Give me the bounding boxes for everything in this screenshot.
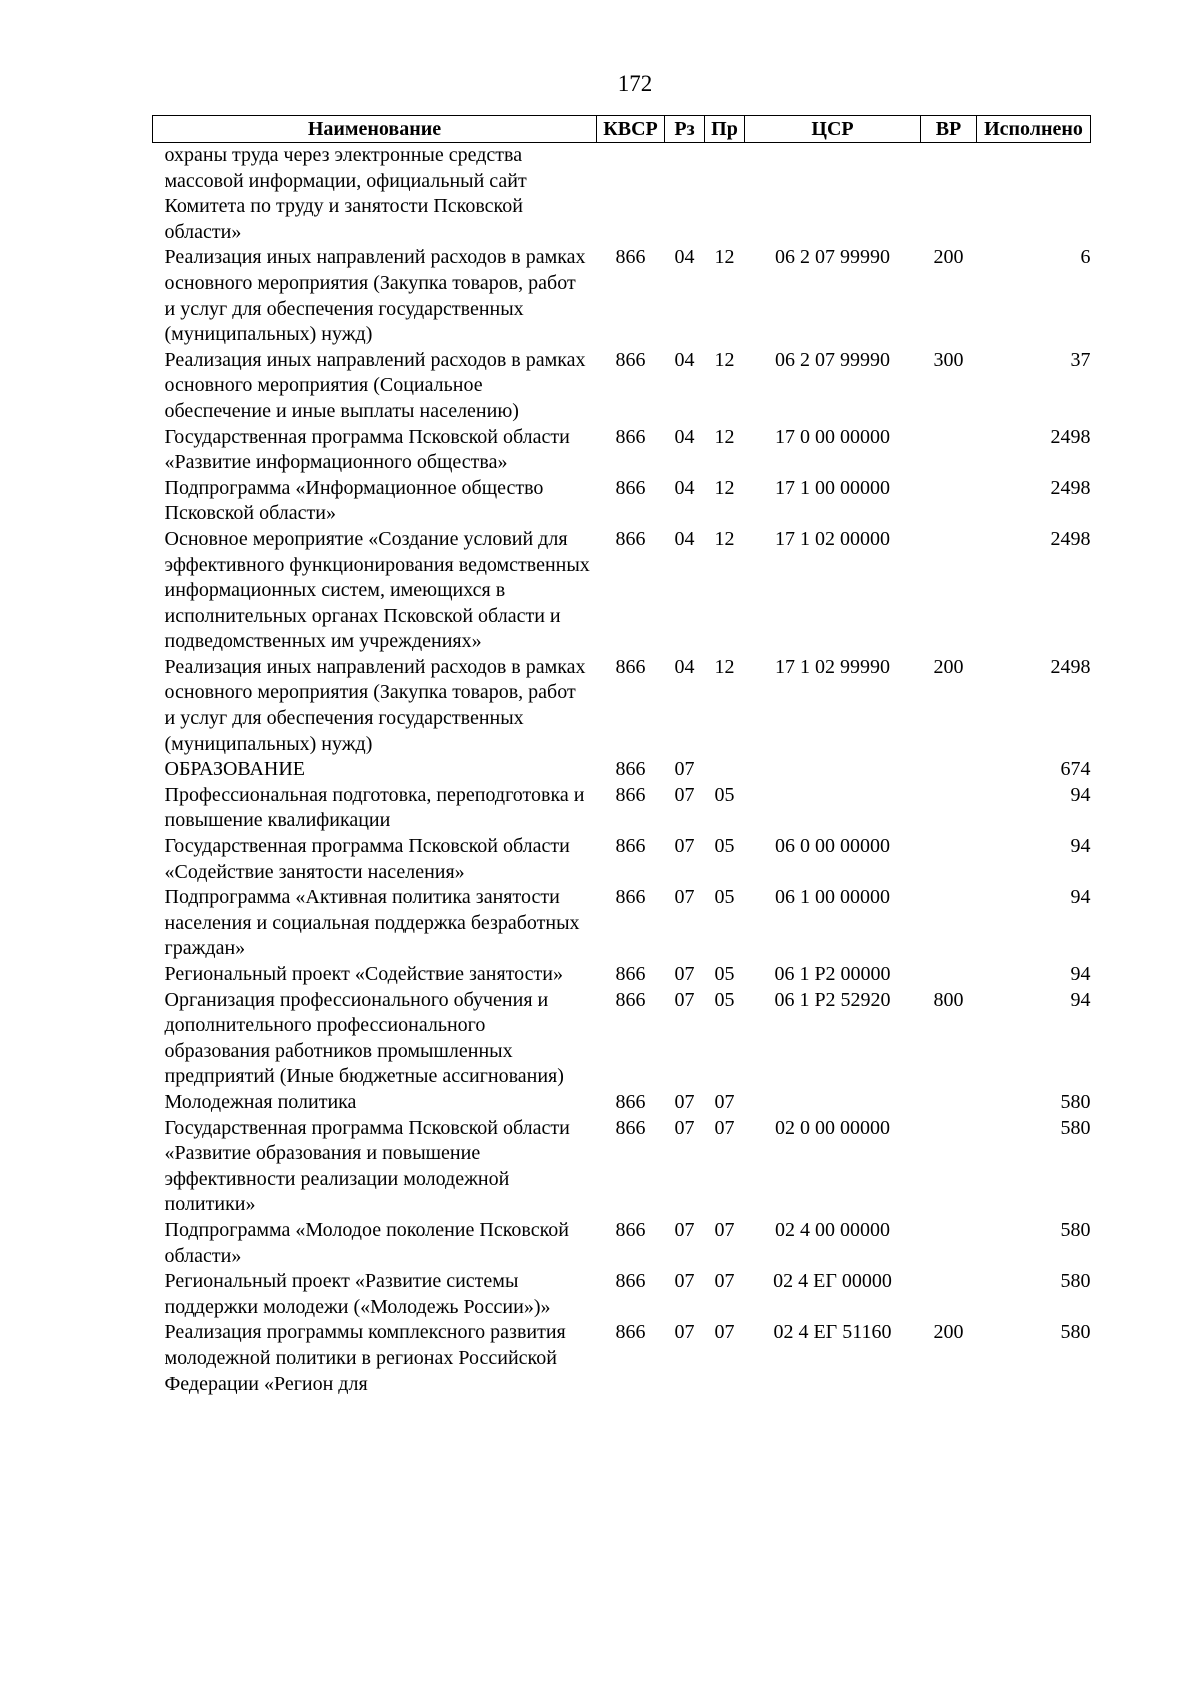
- cell-kvsr: 866: [615, 348, 646, 371]
- cell-sum: 94: [1070, 963, 1091, 985]
- cell-pr: 12: [714, 527, 735, 550]
- cell-vr: [921, 1269, 977, 1320]
- cell-kvsr: 866: [615, 886, 646, 909]
- table-row: [153, 885, 1091, 962]
- cell-rz: 07: [674, 835, 695, 858]
- cell-rz: 04: [674, 246, 695, 269]
- cell-kvsr: 866: [615, 758, 646, 781]
- cell-kvsr: 866: [615, 835, 646, 858]
- cell-sum: 580: [1060, 1090, 1091, 1113]
- cell-sum: 94: [1070, 988, 1091, 1011]
- cell-name: Профессиональная подготовка, переподготовка и повышение квалификации: [164, 783, 585, 832]
- cell-rz: [665, 143, 705, 246]
- cell-sum: 580: [1060, 1116, 1091, 1139]
- cell-vr: [921, 962, 977, 988]
- cell-sum: 94: [1070, 783, 1091, 806]
- table-row: [153, 1320, 1091, 1397]
- cell-vr: [921, 1090, 977, 1116]
- cell-csr: 02 4 ЕГ 00000: [773, 1270, 892, 1293]
- header-csr: ЦСР: [745, 116, 921, 143]
- cell-sum: 2498: [1050, 476, 1091, 499]
- cell-rz: 07: [674, 758, 695, 781]
- cell-sum: 94: [1070, 886, 1091, 909]
- cell-vr: [921, 1116, 977, 1218]
- cell-csr: 06 1 P2 00000: [774, 963, 891, 985]
- cell-csr: 02 4 ЕГ 51160: [773, 1321, 892, 1344]
- cell-vr: [921, 834, 977, 885]
- table-row: [153, 476, 1091, 527]
- cell-sum: [977, 143, 1091, 246]
- cell-kvsr: 866: [615, 1270, 646, 1293]
- cell-pr: 07: [714, 1090, 735, 1113]
- cell-name: Реализация иных направлений расходов в рамках основного мероприятия (Закупка товаров, работ и услуг для обеспечения государственных (муниципальных) нужд): [164, 246, 586, 346]
- cell-csr: 06 0 00 00000: [775, 835, 890, 858]
- cell-pr: 07: [714, 1116, 735, 1139]
- cell-name: ОБРАЗОВАНИЕ: [164, 758, 306, 781]
- cell-csr: [745, 143, 921, 246]
- cell-sum: 2498: [1050, 655, 1091, 678]
- cell-rz: 07: [674, 1270, 695, 1293]
- table-row: [153, 425, 1091, 476]
- cell-csr: [745, 1090, 921, 1116]
- cell-name: Реализация иных направлений расходов в рамках основного мероприятия (Закупка товаров, работ и услуг для обеспечения государственных (муниципальных) нужд): [164, 655, 586, 755]
- cell-name: Государственная программа Псковской области «Содействие занятости населения»: [164, 835, 570, 883]
- cell-csr: 17 1 00 00000: [775, 476, 890, 499]
- header-vr: ВР: [921, 116, 977, 143]
- cell-pr: 05: [714, 988, 735, 1011]
- table-row: [153, 245, 1091, 347]
- table-row: [153, 348, 1091, 425]
- cell-csr: 17 0 00 00000: [775, 425, 890, 448]
- cell-pr: 12: [714, 246, 735, 269]
- cell-vr: [921, 757, 977, 783]
- table-row: [153, 1116, 1091, 1218]
- cell-kvsr: 866: [615, 783, 646, 806]
- cell-sum: 580: [1060, 1218, 1091, 1241]
- cell-rz: 07: [674, 783, 695, 806]
- cell-pr: 05: [714, 886, 735, 909]
- cell-vr: [921, 425, 977, 476]
- cell-vr: 300: [933, 348, 964, 371]
- table-row: [153, 527, 1091, 655]
- table-row: [153, 783, 1091, 834]
- cell-csr: 06 1 P2 52920: [774, 988, 891, 1011]
- cell-sum: 580: [1060, 1270, 1091, 1293]
- cell-vr: [921, 527, 977, 655]
- cell-csr: 02 0 00 00000: [775, 1116, 890, 1139]
- cell-csr: 02 4 00 00000: [775, 1218, 890, 1241]
- cell-rz: 07: [674, 1218, 695, 1241]
- table-row: [153, 655, 1091, 757]
- cell-rz: 07: [674, 1116, 695, 1139]
- table-row: [153, 1218, 1091, 1269]
- cell-sum: 37: [1070, 348, 1091, 371]
- cell-vr: 200: [933, 655, 964, 678]
- cell-name: охраны труда через электронные средства массовой информации, официальный сайт Комитета по труду и занятости Псковской области»: [164, 144, 527, 243]
- cell-vr: 200: [933, 1321, 964, 1344]
- cell-pr: 07: [714, 1321, 735, 1344]
- table-row: [153, 834, 1091, 885]
- cell-pr: 05: [714, 963, 735, 985]
- cell-vr: [921, 143, 977, 246]
- cell-rz: 07: [674, 988, 695, 1011]
- cell-csr: 06 1 00 00000: [775, 886, 890, 909]
- cell-csr: 06 2 07 99990: [775, 348, 890, 371]
- cell-name: Подпрограмма «Активная политика занятости населения и социальная поддержка безработных граждан»: [164, 886, 580, 960]
- cell-vr: [921, 1218, 977, 1269]
- cell-kvsr: 866: [615, 988, 646, 1011]
- cell-csr: [745, 783, 921, 834]
- cell-sum: 580: [1060, 1321, 1091, 1344]
- cell-name: Организация профессионального обучения и дополнительного профессионального образования работников промышленных предприятий (Иные бюджетные ассигнования): [164, 988, 564, 1088]
- header-sum: Исполнено: [977, 116, 1091, 143]
- cell-sum: 2498: [1050, 527, 1091, 550]
- cell-sum: 674: [1060, 758, 1091, 781]
- header-pr: Пр: [705, 116, 745, 143]
- cell-kvsr: 866: [615, 527, 646, 550]
- header-rz: Рз: [665, 116, 705, 143]
- cell-rz: 07: [674, 1321, 695, 1344]
- cell-csr: 17 1 02 99990: [775, 655, 890, 678]
- cell-rz: 04: [674, 425, 695, 448]
- cell-name: Подпрограмма «Информационное общество Псковской области»: [164, 476, 544, 525]
- cell-pr: 12: [714, 476, 735, 499]
- cell-rz: 07: [674, 886, 695, 909]
- cell-csr: 06 2 07 99990: [775, 246, 890, 269]
- cell-name: Государственная программа Псковской области «Развитие информационного общества»: [164, 425, 570, 474]
- cell-name: Основное мероприятие «Создание условий для эффективного функционирования ведомственных информационных систем, имеющихся в исполнительных органах Псковской области и подведомственных им учреждениях»: [164, 527, 590, 653]
- cell-kvsr: 866: [615, 246, 646, 269]
- cell-name: Реализация иных направлений расходов в рамках основного мероприятия (Социальное обеспечение и иные выплаты населению): [164, 348, 586, 422]
- cell-sum: 6: [1080, 246, 1091, 269]
- cell-vr: 200: [933, 246, 964, 269]
- cell-name: Государственная программа Псковской области «Развитие образования и повышение эффективности реализации молодежной политики»: [164, 1116, 570, 1216]
- table-body: [153, 143, 1091, 1398]
- cell-rz: 04: [674, 348, 695, 371]
- cell-pr: 12: [714, 425, 735, 448]
- cell-kvsr: 866: [615, 963, 646, 985]
- table-row: [153, 143, 1091, 246]
- cell-name: Региональный проект «Развитие системы поддержки молодежи («Молодежь России»)»: [164, 1270, 551, 1318]
- cell-name: Региональный проект «Содействие занятости»: [164, 963, 563, 985]
- cell-rz: 04: [674, 527, 695, 550]
- budget-table: [152, 115, 1091, 1397]
- cell-csr: 17 1 02 00000: [775, 527, 890, 550]
- cell-name: Подпрограмма «Молодое поколение Псковской области»: [164, 1218, 570, 1267]
- cell-rz: 04: [674, 655, 695, 678]
- cell-vr: [921, 885, 977, 962]
- cell-pr: 12: [714, 348, 735, 371]
- cell-pr: 07: [714, 1270, 735, 1293]
- header-row: [153, 116, 1091, 143]
- header-kvsr: КВСР: [597, 116, 665, 143]
- cell-pr: 05: [714, 835, 735, 858]
- cell-rz: 07: [674, 1090, 695, 1113]
- cell-kvsr: 866: [615, 655, 646, 678]
- table-row: [153, 1269, 1091, 1320]
- cell-pr: 05: [714, 783, 735, 806]
- cell-name: Молодежная политика: [164, 1090, 357, 1113]
- table-row: [153, 988, 1091, 1090]
- cell-kvsr: 866: [615, 1218, 646, 1241]
- cell-kvsr: [597, 143, 665, 246]
- cell-sum: 2498: [1050, 425, 1091, 448]
- cell-vr: 800: [933, 988, 964, 1011]
- cell-vr: [921, 783, 977, 834]
- cell-kvsr: 866: [615, 1321, 646, 1344]
- cell-csr: [745, 757, 921, 783]
- cell-rz: 07: [674, 963, 695, 985]
- cell-sum: 94: [1070, 835, 1091, 858]
- cell-pr: 12: [714, 655, 735, 678]
- cell-kvsr: 866: [615, 1090, 646, 1113]
- cell-pr: [705, 143, 745, 246]
- page-number: 172: [617, 71, 653, 96]
- cell-rz: 04: [674, 476, 695, 499]
- header-name: Наименование: [153, 116, 597, 143]
- cell-pr: [705, 757, 745, 783]
- cell-kvsr: 866: [615, 425, 646, 448]
- cell-kvsr: 866: [615, 1116, 646, 1139]
- table-row: [153, 757, 1091, 783]
- cell-kvsr: 866: [615, 476, 646, 499]
- budget-table-container: [152, 115, 1090, 1397]
- cell-vr: [921, 476, 977, 527]
- cell-name: Реализация программы комплексного развития молодежной политики в регионах Российской Федерации «Регион для: [164, 1321, 566, 1395]
- table-row: [153, 1090, 1091, 1116]
- table-header: [153, 116, 1091, 143]
- table-row: [153, 962, 1091, 988]
- cell-pr: 07: [714, 1218, 735, 1241]
